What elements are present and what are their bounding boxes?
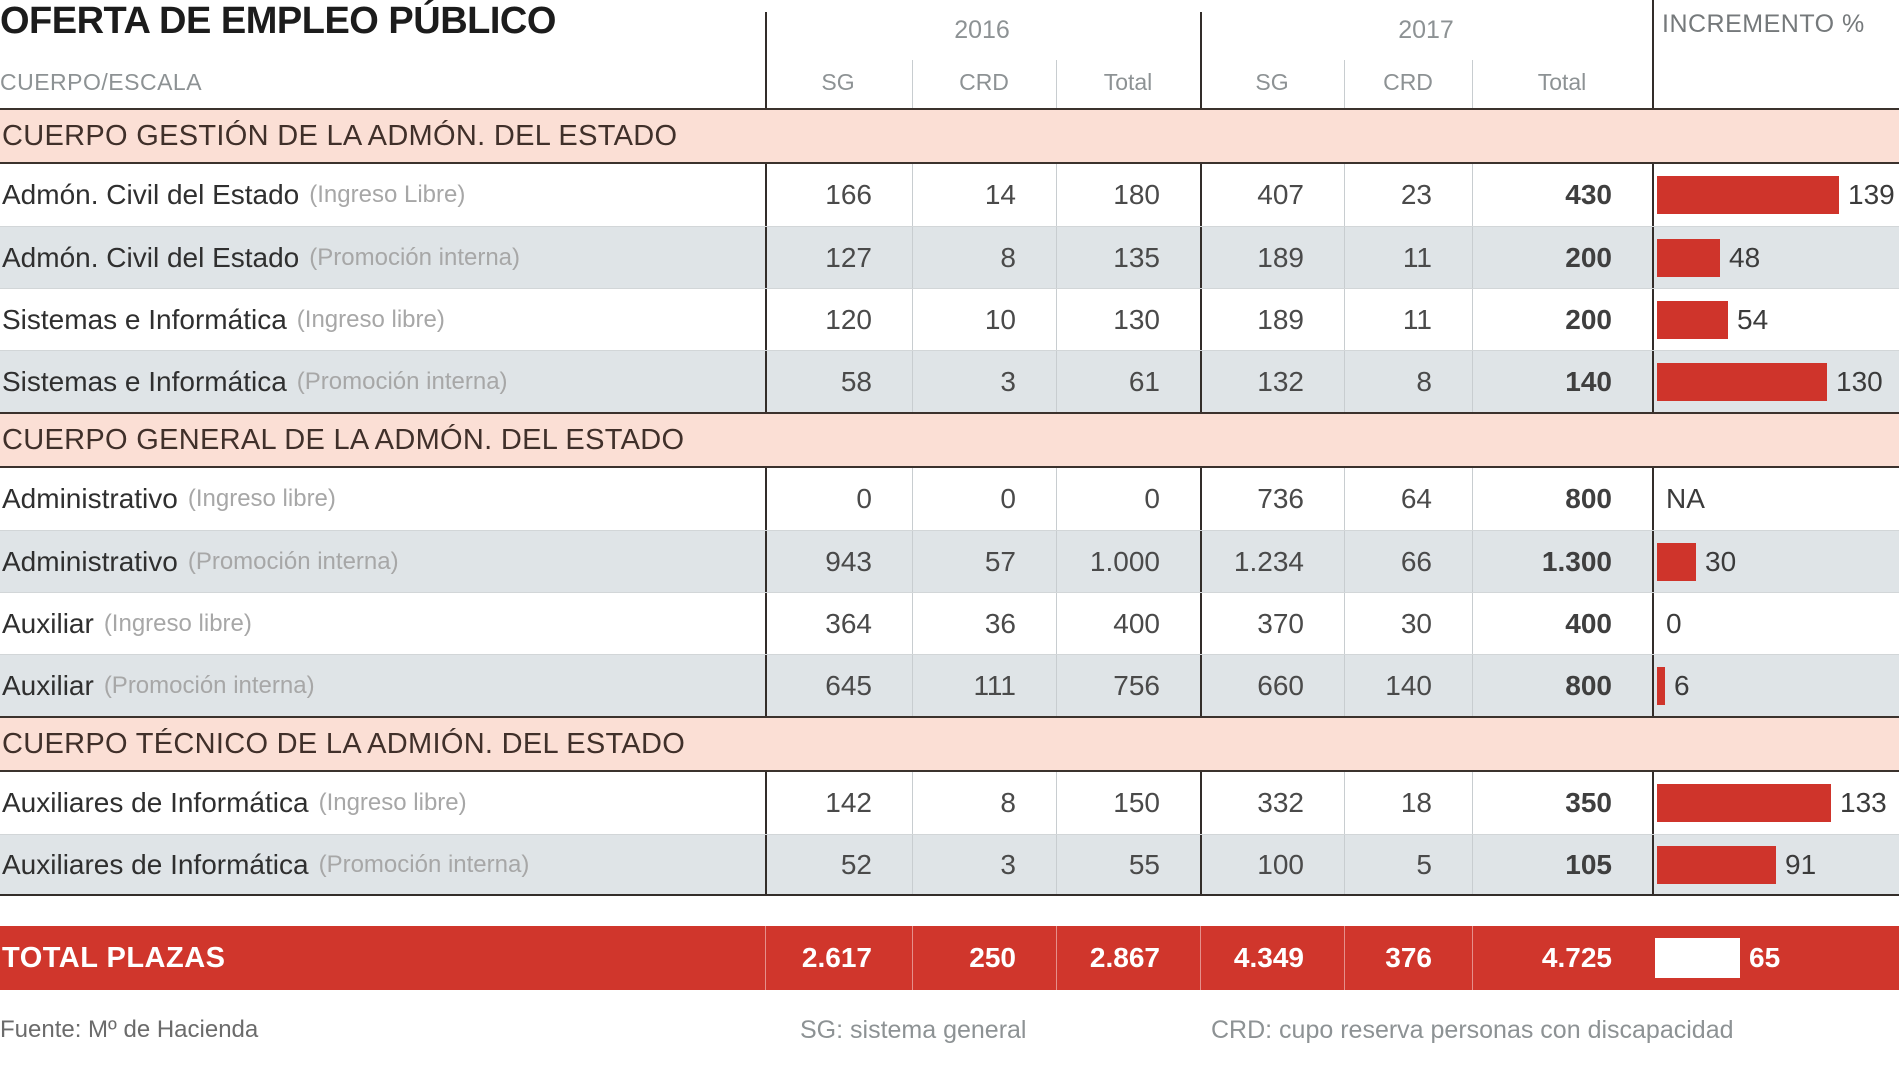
total-crd-2016: 250: [912, 926, 1056, 990]
crd-2016-value: 0: [912, 468, 1056, 530]
table-header: [0, 0, 1899, 108]
sg-2017-value: 736: [1200, 468, 1344, 530]
increment-bar: [1657, 784, 1831, 822]
table-row: [0, 350, 1899, 412]
total-2017-value: 350: [1472, 772, 1652, 834]
access-type: (Ingreso libre): [103, 609, 252, 637]
total-2017-value: 800: [1472, 468, 1652, 530]
table-row: [0, 288, 1899, 350]
sg-footnote: SG: sistema general: [800, 1016, 1027, 1044]
total-2017-value: 105: [1472, 835, 1652, 894]
crd-2016-value: 8: [912, 772, 1056, 834]
sg-2017-value: 189: [1200, 227, 1344, 288]
crd-2017-value: 11: [1344, 289, 1472, 350]
footer: [0, 990, 1899, 1069]
page-title: OFERTA DE EMPLEO PÚBLICO: [0, 0, 556, 42]
row-header-label: CUERPO/ESCALA: [0, 69, 203, 95]
access-type: (Promoción interna): [103, 671, 315, 699]
sg-2017-value: 189: [1200, 289, 1344, 350]
increment-cell: [1652, 468, 1899, 530]
total-2017-value: 140: [1472, 351, 1652, 412]
increment-bar: [1657, 543, 1696, 581]
table-row: [0, 226, 1899, 288]
cuerpo-name: Sistemas e Informática: [2, 365, 287, 397]
sg-2016-value: 52: [765, 835, 912, 894]
row-label: [0, 227, 765, 288]
increment-bar: [1657, 239, 1720, 277]
increment-value: 30: [1705, 545, 1737, 577]
section-header: CUERPO GENERAL DE LA ADMÓN. DEL ESTADO: [0, 412, 1899, 468]
increment-value: NA: [1666, 483, 1705, 514]
increment-bar: [1657, 363, 1827, 401]
sg-2016-value: 645: [765, 655, 912, 716]
increment-cell: [1652, 164, 1899, 226]
crd-2016-value: 57: [912, 531, 1056, 592]
total-2016-value: 0: [1056, 468, 1200, 530]
table-row: [0, 834, 1899, 896]
access-type: (Ingreso libre): [318, 789, 467, 816]
table-row: [0, 592, 1899, 654]
increment-value: 91: [1785, 848, 1817, 880]
total-total-2017: 4.725: [1472, 926, 1652, 990]
total-2017-value: 400: [1472, 593, 1652, 654]
table-row: [0, 468, 1899, 530]
table-row: [0, 772, 1899, 834]
table-row: [0, 164, 1899, 226]
col-crd-2017: CRD: [1383, 69, 1433, 95]
increment-value: 48: [1729, 241, 1761, 273]
crd-2017-value: 64: [1344, 468, 1472, 530]
total-2016-value: 55: [1056, 835, 1200, 894]
increment-cell: [1652, 531, 1899, 592]
cuerpo-name: Administrativo: [2, 483, 178, 514]
total-2016-value: 400: [1056, 593, 1200, 654]
row-label: [0, 593, 765, 654]
crd-footnote: CRD: cupo reserva personas con discapacidad: [1211, 1016, 1734, 1044]
sg-2017-value: 332: [1200, 772, 1344, 834]
crd-2017-value: 8: [1344, 351, 1472, 412]
total-label: TOTAL PLAZAS: [2, 941, 226, 974]
increment-cell: [1652, 835, 1899, 894]
row-label: [0, 468, 765, 530]
row-label: [0, 351, 765, 412]
increment-header: INCREMENTO %: [1662, 10, 1865, 38]
total-sg-2017: 4.349: [1200, 926, 1344, 990]
sg-2016-value: 943: [765, 531, 912, 592]
cuerpo-name: Sistemas e Informática: [2, 303, 287, 335]
total-2017-value: 430: [1472, 164, 1652, 226]
col-crd-2016: CRD: [959, 69, 1009, 95]
sg-2017-value: 370: [1200, 593, 1344, 654]
increment-value: 130: [1836, 365, 1883, 397]
total-2016-value: 180: [1056, 164, 1200, 226]
total-2016-value: 130: [1056, 289, 1200, 350]
cuerpo-name: Admón. Civil del Estado: [2, 241, 300, 273]
cuerpo-name: Auxiliar: [2, 669, 94, 701]
row-label: [0, 835, 765, 894]
section-header: CUERPO GESTIÓN DE LA ADMÓN. DEL ESTADO: [0, 108, 1899, 164]
total-2017-value: 200: [1472, 289, 1652, 350]
col-sg-2017: SG: [1255, 69, 1289, 95]
increment-bar: [1657, 301, 1728, 339]
section-rows: [0, 772, 1899, 896]
total-2016-value: 756: [1056, 655, 1200, 716]
increment-value: 139: [1848, 179, 1895, 210]
sg-2017-value: 100: [1200, 835, 1344, 894]
crd-2016-value: 111: [912, 655, 1056, 716]
increment-value: 65: [1749, 942, 1781, 973]
increment-cell: [1652, 772, 1899, 834]
increment-cell: [1652, 351, 1899, 412]
increment-cell: [1652, 289, 1899, 350]
total-2016-value: 135: [1056, 227, 1200, 288]
crd-2017-value: 23: [1344, 164, 1472, 226]
divider: [1652, 0, 1654, 108]
year-2016-label: 2016: [954, 16, 1010, 44]
sg-2016-value: 120: [765, 289, 912, 350]
access-type: (Ingreso Libre): [309, 181, 466, 208]
sg-2016-value: 127: [765, 227, 912, 288]
section-header: CUERPO TÉCNICO DE LA ADMIÓN. DEL ESTADO: [0, 716, 1899, 772]
total-crd-2017: 376: [1344, 926, 1472, 990]
sg-2017-value: 132: [1200, 351, 1344, 412]
total-2017-value: 1.300: [1472, 531, 1652, 592]
total-sg-2016: 2.617: [765, 926, 912, 990]
sg-2016-value: 142: [765, 772, 912, 834]
row-label: [0, 772, 765, 834]
divider: [912, 60, 913, 108]
crd-2017-value: 18: [1344, 772, 1472, 834]
crd-2017-value: 66: [1344, 531, 1472, 592]
total-2016-value: 1.000: [1056, 531, 1200, 592]
crd-2016-value: 3: [912, 351, 1056, 412]
col-sg-2016: SG: [821, 69, 855, 95]
access-type: (Promoción interna): [309, 243, 521, 271]
divider: [1056, 60, 1057, 108]
cuerpo-name: Admón. Civil del Estado: [2, 179, 300, 210]
increment-bar-total: [1655, 938, 1740, 978]
total-2017-value: 200: [1472, 227, 1652, 288]
increment-value: 133: [1840, 787, 1887, 818]
increment-bar: [1657, 846, 1776, 884]
table-row: [0, 530, 1899, 592]
table-row: [0, 654, 1899, 716]
sg-2016-value: 58: [765, 351, 912, 412]
total-2017-value: 800: [1472, 655, 1652, 716]
sg-2016-value: 364: [765, 593, 912, 654]
increment-bar: [1657, 667, 1665, 705]
crd-2016-value: 8: [912, 227, 1056, 288]
sg-2017-value: 660: [1200, 655, 1344, 716]
divider: [1472, 60, 1473, 108]
divider: [1344, 60, 1345, 108]
sg-2017-value: 407: [1200, 164, 1344, 226]
crd-2017-value: 30: [1344, 593, 1472, 654]
crd-2016-value: 14: [912, 164, 1056, 226]
crd-2016-value: 36: [912, 593, 1056, 654]
cuerpo-name: Auxiliares de Informática: [2, 848, 309, 880]
crd-2016-value: 10: [912, 289, 1056, 350]
increment-cell: [1652, 593, 1899, 654]
increment-cell: [1652, 227, 1899, 288]
source-note: Fuente: Mº de Hacienda: [0, 1016, 259, 1043]
row-label: [0, 531, 765, 592]
increment-cell: [1652, 926, 1899, 990]
row-label: [0, 655, 765, 716]
cuerpo-name: Auxiliares de Informática: [2, 787, 309, 818]
crd-2017-value: 140: [1344, 655, 1472, 716]
total-total-2016: 2.867: [1056, 926, 1200, 990]
col-total-2016: Total: [1103, 69, 1153, 95]
sg-2016-value: 166: [765, 164, 912, 226]
access-type: (Promoción interna): [318, 850, 530, 878]
increment-value: 54: [1737, 303, 1769, 335]
divider: [1200, 12, 1202, 108]
increment-value: 6: [1674, 669, 1690, 701]
sg-2016-value: 0: [765, 468, 912, 530]
section-rows: [0, 468, 1899, 716]
access-type: (Promoción interna): [296, 367, 508, 395]
year-2017-label: 2017: [1398, 16, 1454, 44]
row-label: [0, 164, 765, 226]
section-rows: [0, 164, 1899, 412]
cuerpo-name: Administrativo: [2, 545, 178, 577]
crd-2016-value: 3: [912, 835, 1056, 894]
crd-2017-value: 11: [1344, 227, 1472, 288]
increment-value: 0: [1666, 607, 1682, 639]
spacer: [0, 896, 1899, 926]
row-label: [0, 289, 765, 350]
increment-cell: [1652, 655, 1899, 716]
sg-2017-value: 1.234: [1200, 531, 1344, 592]
total-2016-value: 61: [1056, 351, 1200, 412]
total-row: [0, 926, 1899, 990]
increment-bar: [1657, 176, 1839, 214]
divider: [765, 12, 767, 108]
col-total-2017: Total: [1537, 69, 1587, 95]
crd-2017-value: 5: [1344, 835, 1472, 894]
access-type: (Ingreso libre): [187, 485, 336, 512]
access-type: (Promoción interna): [187, 547, 399, 575]
total-2016-value: 150: [1056, 772, 1200, 834]
cuerpo-name: Auxiliar: [2, 607, 94, 639]
access-type: (Ingreso libre): [296, 305, 445, 333]
